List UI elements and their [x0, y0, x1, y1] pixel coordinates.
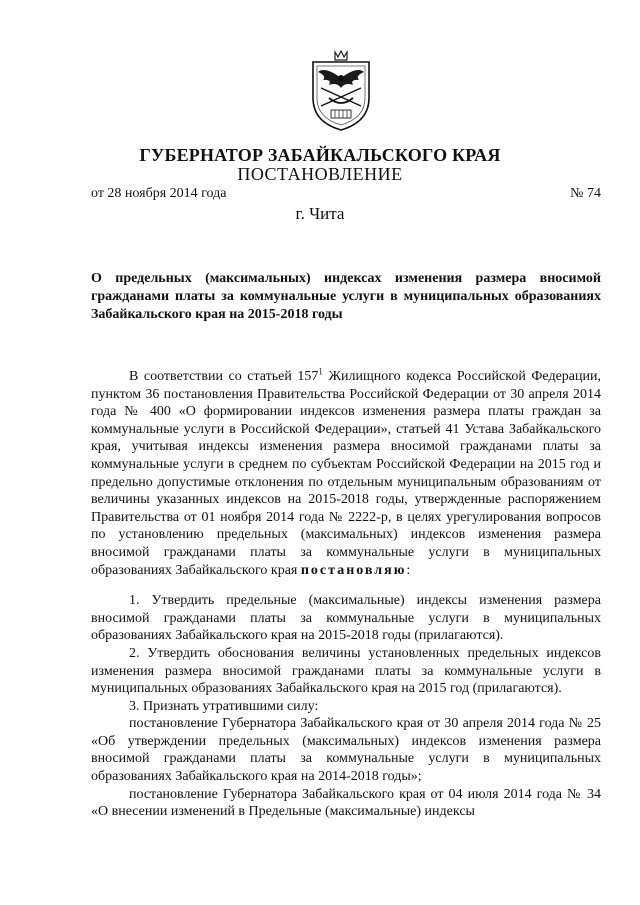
- repealed-decree-1: постановление Губернатора Забайкальского края от 30 апреля 2014 года № 25 «Об утверждении предельных (максимальных) индексов изменения размера вносимой гражданами платы за коммунальные услуги в муниципальных образованиях Забайкальского края на 2014-2018 годы»;: [91, 716, 601, 785]
- coat-of-arms-icon: [299, 48, 383, 132]
- preamble-text-main: Жилищного кодекса Российской Федерации, пунктом 36 постановления Правительства Российской Федерации от 30 апреля 2014 года № 400 «О формировании индексов изменения размера платы граждан за коммунальные услуги в Российской Федерации», статьей 41 Устава Забайкальского края, учитывая индексы изменения размера вносимой гражданами платы за коммунальные услуги в среднем по субъектам Российской Федерации на 2015 год и предельно допустимые отклонения по отдельным муниципальным образованиям от величины указанных индексов на 2015-2018 годы, утвержденные распоряжением Правительства от 01 ноября 2014 года № 2222-р, в целях урегулирования вопросов по установлению предельных (максимальных) индексов изменения размера вносимой гражданами платы за коммунальные услуги в муниципальных образованиях Забайкальского края: [91, 369, 601, 578]
- item-2: 2. Утвердить обоснования величины установленных предельных индексов изменения размера вносимой гражданами платы за коммунальные услуги в муниципальных образованиях Забайкальского края на 2015 год (прилагаются).: [91, 645, 601, 697]
- issuer-title: ГУБЕРНАТОР ЗАБАЙКАЛЬСКОГО КРАЯ: [139, 145, 501, 165]
- city-name: г. Чита: [295, 204, 345, 223]
- decree-word: постановляю: [300, 562, 407, 578]
- document-date: от 28 ноября 2014 года: [91, 186, 227, 201]
- preamble-end: :: [406, 562, 411, 578]
- document-heading: О предельных (максимальных) индексах изменения размера вносимой гражданами платы за коммунальные услуги в муниципальных образованиях Забайкальского края на 2015-2018 годы: [91, 271, 601, 322]
- item-3: 3. Признать утратившими силу:: [129, 698, 319, 714]
- repealed-decree-2: постановление Губернатора Забайкальского края от 04 июля 2014 года № 34 «О внесении изменений в Предельные (максимальные) индексы: [91, 786, 601, 820]
- document-body: [91, 368, 601, 821]
- date-number-line: [91, 186, 601, 202]
- preamble-text-start: В соответствии со статьей 157: [129, 369, 319, 384]
- article-superscript: 1: [318, 366, 323, 377]
- item-1: 1. Утвердить предельные (максимальные) индексы изменения размера вносимой гражданами платы за коммунальные услуги в муниципальных образованиях Забайкальского края на 2015-2018 годы (прилагаются).: [91, 593, 601, 644]
- document-type: ПОСТАНОВЛЕНИЕ: [237, 164, 403, 184]
- document-number: № 74: [570, 186, 601, 201]
- preamble-paragraph: [91, 368, 601, 579]
